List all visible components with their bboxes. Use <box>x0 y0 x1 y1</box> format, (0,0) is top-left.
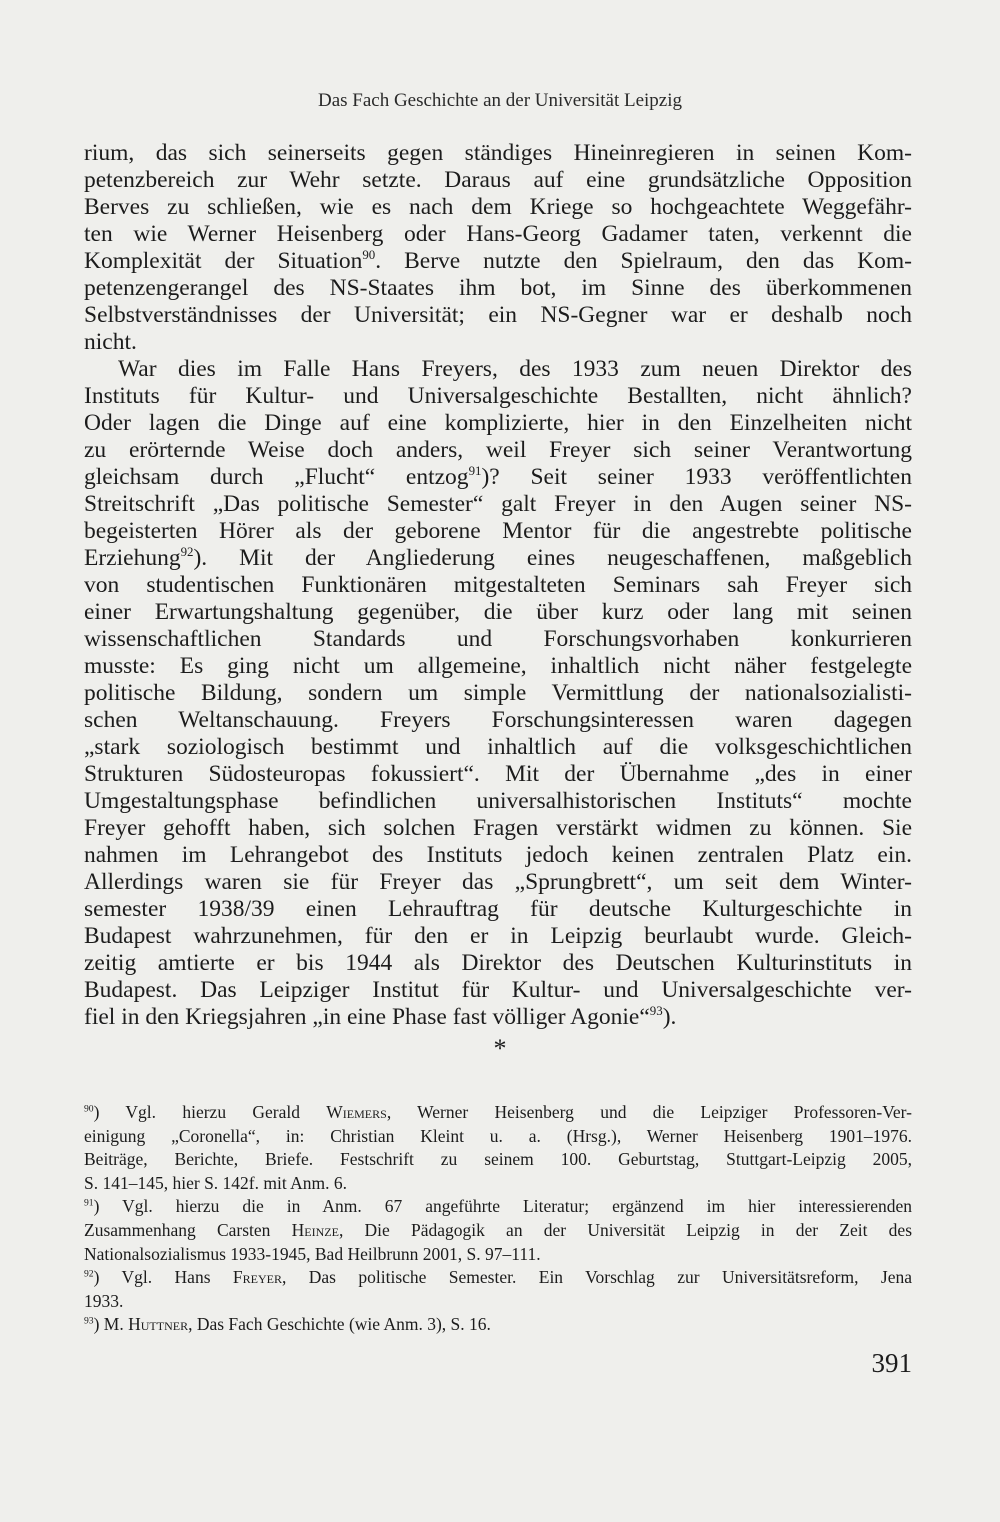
author-name: Wiemers <box>326 1102 387 1122</box>
body-line: zu erörternde Weise doch anders, weil Freyer sich seiner Verantwortung <box>84 437 912 463</box>
text-run: ). <box>662 1004 677 1030</box>
body-line <box>84 545 912 572</box>
body-line: schen Weltanschauung. Freyers Forschungsinteressen waren dagegen <box>84 707 912 733</box>
text-run: ) Vgl. hierzu Gerald <box>93 1102 327 1122</box>
footnote-marker: 93 <box>84 1315 94 1327</box>
footnote-marker: 93 <box>649 1002 663 1018</box>
footnote-line: Beiträge, Berichte, Briefe. Festschrift zu seinem 100. Geburtstag, Stuttgart-Leipzig 2005, <box>84 1149 912 1170</box>
text-run: Komplexität der Situation <box>84 248 363 274</box>
text-run: )? Seit seiner 1933 veröffentlichten <box>481 464 912 490</box>
body-line: begeisterten Hörer als der geborene Mentor für die angestrebte politische <box>84 518 912 544</box>
footnote-line: Nationalsozialismus 1933-1945, Bad Heilbrunn 2001, S. 97–111. <box>84 1243 541 1264</box>
text-run: ) M. <box>93 1314 129 1335</box>
text-run: , Das politische Semester. Ein Vorschlag zur Universitätsreform, Jena <box>281 1267 912 1288</box>
body-line: Freyer gehofft haben, sich solchen Fragen verstärkt widmen zu können. Sie <box>84 815 912 841</box>
text-run: ). Mit der Angliederung eines neugeschaffenen, maßgeblich <box>193 545 912 571</box>
footnote-marker: 90 <box>84 1103 94 1115</box>
text-run: fiel in den Kriegsjahren „in eine Phase fast völliger Agonie“ <box>84 1004 650 1030</box>
body-line: Streitschrift „Das politische Semester“ galt Freyer in den Augen seiner NS- <box>84 491 912 517</box>
body-line: petenzbereich zur Wehr setzte. Daraus auf eine grundsätzliche Opposition <box>84 167 912 193</box>
body-line: nahmen im Lehrangebot des Instituts jedoch keinen zentralen Platz ein. <box>84 842 912 868</box>
footnote-line: 1933. <box>84 1290 124 1311</box>
text-run: Erziehung <box>84 545 181 571</box>
author-name: Huttner <box>128 1314 189 1335</box>
footnote-marker: 90 <box>362 246 376 262</box>
body-line <box>84 1004 912 1031</box>
body-line: zeitig amtierte er bis 1944 als Direktor des Deutschen Kulturinstituts in <box>84 950 912 976</box>
body-line: ten wie Werner Heisenberg oder Hans-Georg Gadamer taten, verkennt die <box>84 221 912 247</box>
body-line: Allerdings waren sie für Freyer das „Sprungbrett“, um seit dem Winter- <box>84 869 912 895</box>
footnote-line <box>84 1313 912 1337</box>
text-run: gleichsam durch „Flucht“ entzog <box>84 464 469 490</box>
body-line: Instituts für Kultur- und Universalgeschichte Bestallten, nicht ähnlich? <box>84 383 912 409</box>
text-run: ) Vgl. Hans <box>93 1267 233 1288</box>
body-line: Budapest wahrzunehmen, für den er in Leipzig beurlaubt wurde. Gleich- <box>84 923 912 949</box>
footnote-line: einigung „Coronella“, in: Christian Kleint u. a. (Hrsg.), Werner Heisenberg 1901–1976. <box>84 1125 912 1146</box>
body-line: einer Erwartungshaltung gegenüber, die über kurz oder lang mit seinen <box>84 599 912 625</box>
footnote-marker: 92 <box>84 1268 94 1280</box>
text-run: , Werner Heisenberg und die Leipziger Professoren-Ver- <box>386 1102 912 1122</box>
body-line <box>84 248 912 275</box>
body-line: nicht. <box>84 329 137 355</box>
body-line: Berves zu schließen, wie es nach dem Kriege so hochgeachtete Weggefähr- <box>84 194 912 220</box>
author-name: Heinze <box>291 1219 339 1240</box>
body-line: War dies im Falle Hans Freyers, des 1933 zum neuen Direktor des <box>118 356 912 382</box>
footnote-line <box>84 1195 912 1219</box>
footnote-marker: 91 <box>468 462 482 478</box>
body-line: Budapest. Das Leipziger Institut für Kultur- und Universalgeschichte ver- <box>84 977 912 1003</box>
footnote-line <box>84 1101 912 1125</box>
text-run: , Das Fach Geschichte (wie Anm. 3), S. 16. <box>188 1314 491 1335</box>
body-line: semester 1938/39 einen Lehrauftrag für deutsche Kulturgeschichte in <box>84 896 912 922</box>
body-line: „stark soziologisch bestimmt und inhaltlich auf die volksgeschichtlichen <box>84 734 912 760</box>
body-line: von studentischen Funktionären mitgestalteten Seminars sah Freyer sich <box>84 572 912 598</box>
text-run: . Berve nutzte den Spielraum, den das Kom- <box>375 248 912 274</box>
section-separator: * <box>493 1034 507 1063</box>
body-line: petenzengerangel des NS-Staates ihm bot, im Sinne des überkommenen <box>84 275 912 301</box>
body-line <box>84 464 912 491</box>
body-line: musste: Es ging nicht um allgemeine, inhaltlich nicht näher festgelegte <box>84 653 912 679</box>
main-text <box>84 140 912 1031</box>
page-number: 391 <box>871 1348 912 1378</box>
text-run: , Die Pädagogik an der Universität Leipzig in der Zeit des <box>338 1219 912 1240</box>
footnote-marker: 91 <box>84 1197 94 1209</box>
footnote-line <box>84 1219 912 1243</box>
body-line: Strukturen Südosteuropas fokussiert“. Mit der Übernahme „des in einer <box>84 761 912 787</box>
footnote-line <box>84 1266 912 1290</box>
body-line: Oder lagen die Dinge auf eine komplizierte, hier in den Einzelheiten nicht <box>84 410 912 436</box>
body-line: Selbstverständnisses der Universität; ein NS-Gegner war er deshalb noch <box>84 302 912 328</box>
footnotes <box>84 1101 912 1337</box>
footnote-line: S. 141–145, hier S. 142f. mit Anm. 6. <box>84 1172 347 1193</box>
text-run: Zusammenhang Carsten <box>84 1219 292 1240</box>
body-line: Umgestaltungsphase befindlichen universalhistorischen Instituts“ mochte <box>84 788 912 814</box>
body-line: rium, das sich seinerseits gegen ständiges Hineinregieren in seinen Kom- <box>84 140 912 166</box>
text-run: ) Vgl. hierzu die in Anm. 67 angeführte Literatur; ergänzend im hier interessierenden <box>93 1196 912 1217</box>
body-line: wissenschaftlichen Standards und Forschungsvorhaben konkurrieren <box>84 626 912 652</box>
author-name: Freyer <box>232 1267 282 1288</box>
running-header: Das Fach Geschichte an der Universität Leipzig <box>317 90 683 111</box>
footnote-marker: 92 <box>180 543 194 559</box>
body-line: politische Bildung, sondern um simple Vermittlung der nationalsozialisti- <box>84 680 912 706</box>
